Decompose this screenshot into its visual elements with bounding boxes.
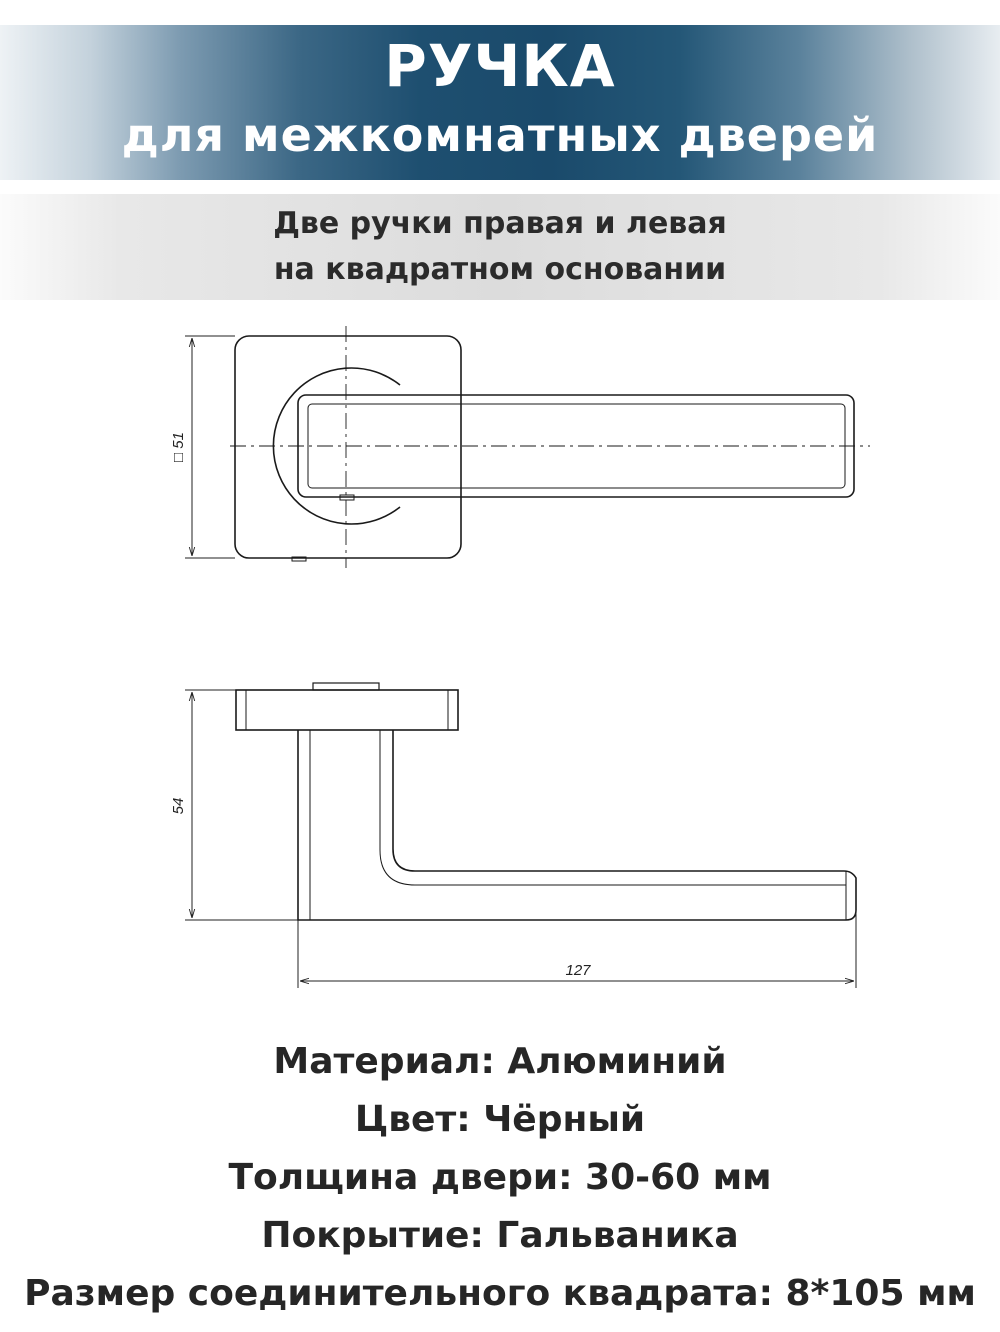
- front-view: [230, 326, 870, 568]
- spec-material: Материал: Алюминий: [273, 1041, 727, 1082]
- page-title: РУЧКА: [384, 32, 616, 100]
- spec-connector-size: Размер соединительного квадрата: 8*105 мм: [24, 1273, 976, 1314]
- square-dimension-label: □ 51: [170, 432, 187, 462]
- description-line-1: Две ручки правая и левая: [273, 206, 727, 241]
- height-dimension-label: 54: [170, 797, 187, 815]
- rosette-side: [236, 690, 458, 730]
- spindle-cap: [313, 683, 379, 690]
- height-dimension: [185, 690, 298, 920]
- description-line-2: на квадратном основании: [273, 252, 727, 287]
- lever-side: [298, 730, 856, 920]
- spec-color: Цвет: Чёрный: [354, 1099, 646, 1140]
- length-dimension-label: 127: [565, 962, 591, 979]
- spec-coating: Покрытие: Гальваника: [261, 1215, 739, 1256]
- side-view: [236, 683, 856, 920]
- page-subtitle: для межкомнатных дверей: [121, 108, 879, 162]
- spec-door-thickness: Толщина двери: 30-60 мм: [228, 1157, 772, 1198]
- square-dimension: [185, 336, 235, 558]
- spec-list: [0, 1033, 1000, 1323]
